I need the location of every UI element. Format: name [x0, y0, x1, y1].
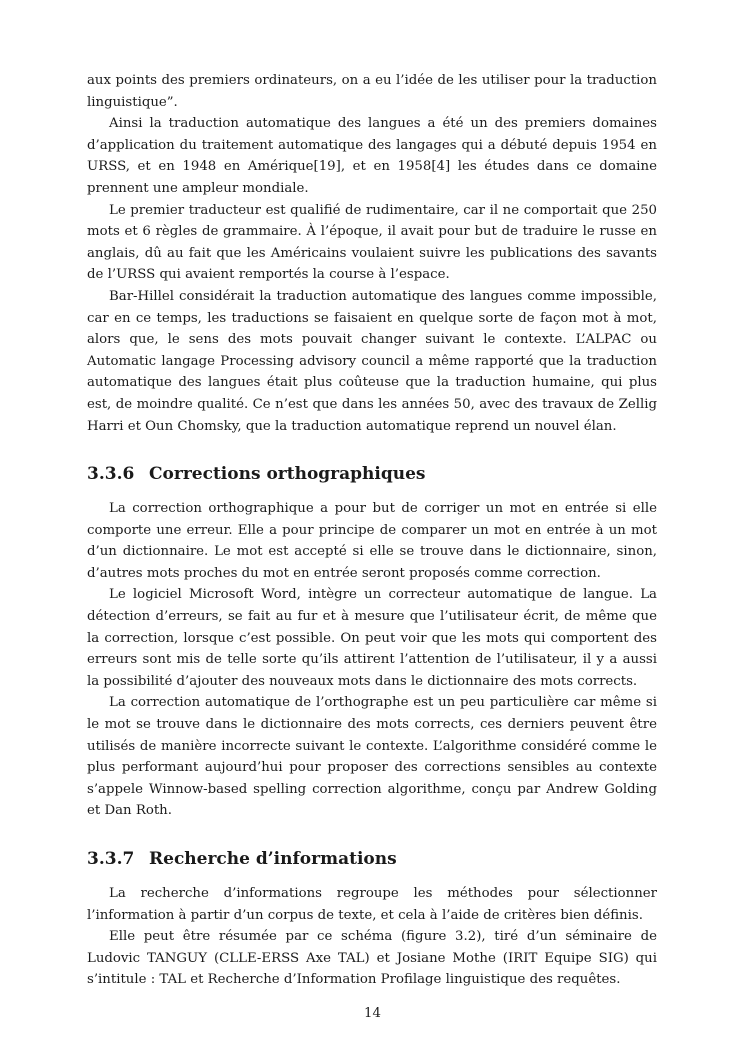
paragraph-word-corrector: Le logiciel Microsoft Word, intègre un correcteur automatique de langue. La détection d’erreurs, se fait au fur et à mesure que l’utilisateur écrit, de même que la correction, lorsque c’est possible. On peut voir que les mots qui comportent des erreurs sont mis de telle sorte qu’ils attirent l’attention de l’utilisateur, il y a aussi la possibilité d’ajouter des nouveaux mots dans le dictionnaire des mots corrects. — [87, 587, 657, 689]
paragraph-information-retrieval: La recherche d’informations regroupe les méthodes pour sélectionner l’information à partir d’un corpus de texte, et cela à l’aide de critères bien définis. — [87, 886, 657, 923]
paragraph-translation-history: Ainsi la traduction automatique des langues a été un des premiers domaines d’application du traitement automatique des langages qui a débuté depuis 1954 en URSS, et en 1948 en Amérique[19], et en 1958[4] les études dans ce domaine prennent une ampleur mondiale. — [87, 116, 657, 196]
page-body — [87, 70, 657, 991]
section-title: Corrections orthographiques — [149, 464, 426, 485]
paragraph-schema-reference: Elle peut être résumée par ce schéma (figure 3.2), tiré d’un séminaire de Ludovic TANGUY (CLLE-ERSS Axe TAL) et Josiane Mothe (IRIT Equipe SIG) qui s’intitule : TAL et Recherche d’Information Profilage linguistique des requêtes. — [87, 929, 657, 988]
section-title: Recherche d’informations — [149, 849, 397, 869]
paragraph-first-translator: Le premier traducteur est qualifié de rudimentaire, car il ne comportait que 250 mots et 6 règles de grammaire. À l’époque, il avait pour but de traduire le russe en anglais, dû au fait que les Américains voulaient suivre les publications des savants de l’URSS qui avaient remportés la course à l’espace. — [87, 202, 657, 283]
paragraph-spelling-principle: La correction orthographique a pour but de corriger un mot en entrée si elle comporte une erreur. Elle a pour principe de comparer un mot en entrée à un mot d’un dictionnaire. Le mot est accepté si elle se trouve dans le dictionnaire, sinon, d’autres mots proches du mot en entrée seront proposés comme correction. — [87, 501, 657, 581]
section-number: 3.3.7 — [87, 849, 135, 869]
section-heading-337 — [87, 848, 657, 870]
paragraph-context-correction: La correction automatique de l’orthographe est un peu particulière car même si le mot se trouve dans le dictionnaire des mots corrects, ces derniers peuvent être utilisés de manière incorrecte suivant le contexte. L’algorithme considéré comme le plus performant aujourd’hui pour proposer des corrections sensibles au contexte s’appele Winnow-based spelling correction algorithme, conçu par Andrew Golding et Dan Roth. — [87, 695, 657, 819]
section-number: 3.3.6 — [87, 464, 135, 485]
page-number: 14 — [364, 1006, 381, 1021]
paragraph-bar-hillel: Bar-Hillel considérait la traduction automatique des langues comme impossible, car en ce temps, les traductions se faisaient en quelque sorte de façon mot à mot, alors que, le sens des mots pouvait changer suivant le contexte. L’ALPAC ou Automatic langage Processing advisory council a même rapporté que la traduction automatique des langues était plus coûteuse que la traduction humaine, qui plus est, de moindre qualité. Ce n’est que dans les années 50, avec des travaux de Zellig Harri et Oun Chomsky, que la traduction automatique reprend un nouvel élan. — [87, 288, 657, 434]
section-heading-336 — [87, 463, 657, 485]
paragraph-continuation: aux points des premiers ordinateurs, on a eu l’idée de les utiliser pour la traduction linguistique”. — [87, 73, 657, 110]
